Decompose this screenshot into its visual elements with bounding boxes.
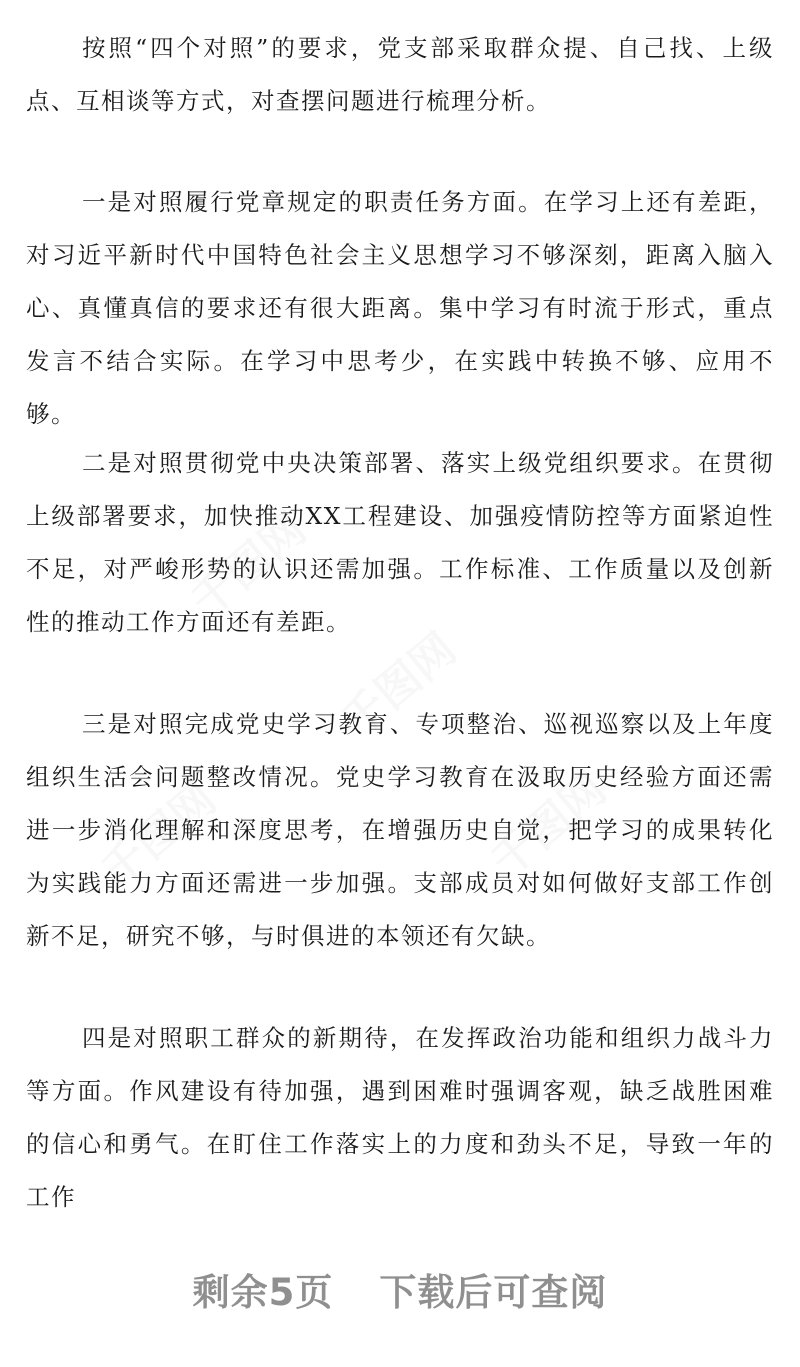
paragraph-one: 一是对照履行党章规定的职责任务方面。在学习上还有差距，对习近平新时代中国特色社会主义思想学习不够深刻，距离入脑入心、真懂真信的要求还有很大距离。集中学习有时流于形式，重点发言不结合实际。在学习中思考少，在实践中转换不够、应用不够。: [26, 188, 774, 428]
paragraph-three: 三是对照完成党史学习教育、专项整治、巡视巡察以及上年度组织生活会问题整改情况。党史学习教育在汲取历史经验方面还需进一步消化理解和深度思考，在增强历史自觉，把学习的成果转化为实践能力方面还需进一步加强。支部成员对如何做好支部工作创新不足，研究不够，与时俱进的本领还有欠缺。: [26, 710, 774, 950]
download-to-view-label: 下载后可查阅: [379, 1271, 608, 1314]
download-prompt[interactable]: [0, 1262, 800, 1316]
watermark: 千图网: [331, 623, 466, 748]
paragraph-two: 二是对照贯彻党中央决策部署、落实上级党组织要求。在贯彻上级部署要求，加快推动XX工程建设、加强疫情防控等方面紧迫性不足，对严峻形势的认识还需加强。工作标准、工作质量以及创新性的推动工作方面还有差距。: [26, 449, 774, 636]
remaining-pages-label: 剩余5页: [192, 1271, 334, 1314]
intro-paragraph: 按照“四个对照”的要求，党支部采取群众提、自己找、上级点、互相谈等方式，对查摆问题进行梳理分析。: [26, 34, 774, 115]
watermark: 千图网: [181, 503, 316, 628]
watermark: 千图网: [481, 763, 616, 888]
paragraph-four: 四是对照职工群众的新期待，在发挥政治功能和组织力战斗力等方面。作风建设有待加强，遇到困难时强调客观，缺乏战胜困难的信心和勇气。在盯住工作落实上的力度和劲头不足，导致一年的工作: [26, 1024, 774, 1211]
watermark: 千图网: [91, 773, 226, 898]
